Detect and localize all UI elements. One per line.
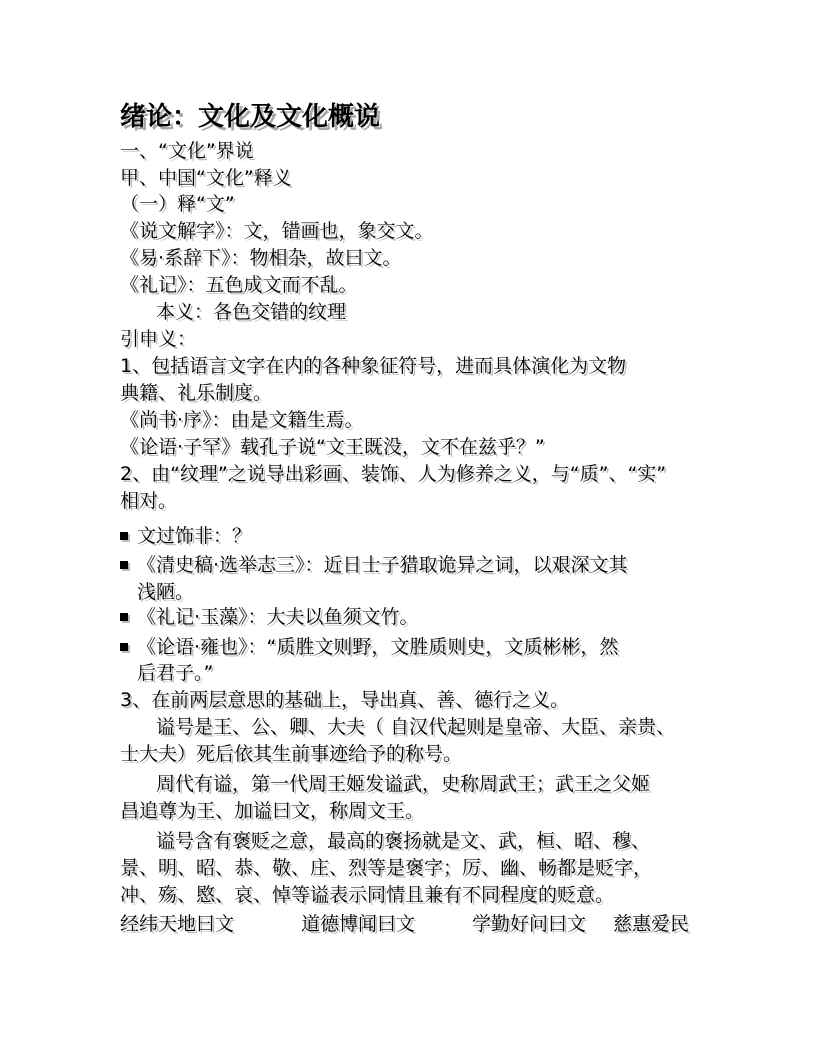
term-item: 学勤好问曰文 <box>472 913 587 935</box>
body-line: 谥号含有褒贬之意，最高的褒扬就是文、武，桓、昭、穆、 <box>156 830 651 852</box>
body-line: 士大夫）死后依其生前事迹给予的称号。 <box>120 743 463 765</box>
bullet-item: 《清史稿·选举志三》：近日士子猎取诡异之词，以艰深文其 <box>137 554 628 576</box>
numbered-point-cont: 相对。 <box>120 490 178 512</box>
quote-line: 《说文解字》：文，错画也，象交文。 <box>120 220 434 242</box>
numbered-point-cont: 典籍、礼乐制度。 <box>120 382 273 404</box>
numbered-point: 1、包括语言文字在内的各种象征符号，进而具体演化为文物 <box>120 355 627 377</box>
bullet-square-icon <box>120 613 128 621</box>
bullet-item-cont: 浅陋。 <box>137 581 195 603</box>
body-line: 谥号是王、公、卿、大夫（ 自汉代起则是皇帝、大臣、亲贵、 <box>156 716 676 738</box>
body-line: 冲、殇、愍、哀、悼等谥表示同情且兼有不同程度的贬意。 <box>120 884 615 906</box>
numbered-point: 3、在前两层意思的基础上，导出真、善、德行之义。 <box>120 689 570 711</box>
bullet-square-icon <box>120 561 128 569</box>
quote-line: 《尚书·序》：由是文籍生焉。 <box>120 409 364 431</box>
bullet-square-icon <box>120 643 128 651</box>
bullet-item: 《论语·雍也》：“质胜文则野，文胜质则史，文质彬彬，然 <box>137 636 619 658</box>
bullet-item: 《礼记·玉藻》：大夫以鱼须文竹。 <box>137 606 419 628</box>
subsubsection-heading: （一）释“文” <box>120 193 235 215</box>
term-item: 慈惠爱民 <box>613 913 690 935</box>
bullet-item-cont: 后君子。” <box>137 662 214 684</box>
quote-line: 《易·系辞下》：物相杂，故曰文。 <box>120 247 402 269</box>
body-line: 景、明、昭、恭、敬、庄、烈等是褒字；厉、幽、畅都是贬字， <box>120 857 653 879</box>
page-title: 绪论：文化及文化概说 <box>120 102 381 132</box>
term-item: 经纬天地曰文 <box>120 913 235 935</box>
numbered-point: 2、由“纹理”之说导出彩画、装饰、人为修养之义，与“质”、“实” <box>120 463 667 485</box>
term-item: 道德博闻曰文 <box>301 913 416 935</box>
quote-line: 《论语·子罕》载孔子说“文王既没，文不在兹乎？” <box>120 436 545 458</box>
body-line: 引申义： <box>120 328 197 350</box>
bullet-square-icon <box>120 532 128 540</box>
quote-line: 《礼记》：五色成文而不乱。 <box>120 274 358 296</box>
bullet-item: 文过饰非：？ <box>137 525 252 547</box>
body-line: 昌追尊为王、加谥曰文，称周文王。 <box>120 800 425 822</box>
body-line: 本义：各色交错的纹理 <box>156 301 347 323</box>
subsection-heading: 甲、中国“文化”释义 <box>120 167 292 189</box>
section-heading: 一、“文化”界说 <box>120 140 254 162</box>
body-line: 周代有谥，第一代周王姬发谥武，史称周武王；武王之父姬 <box>156 773 651 795</box>
